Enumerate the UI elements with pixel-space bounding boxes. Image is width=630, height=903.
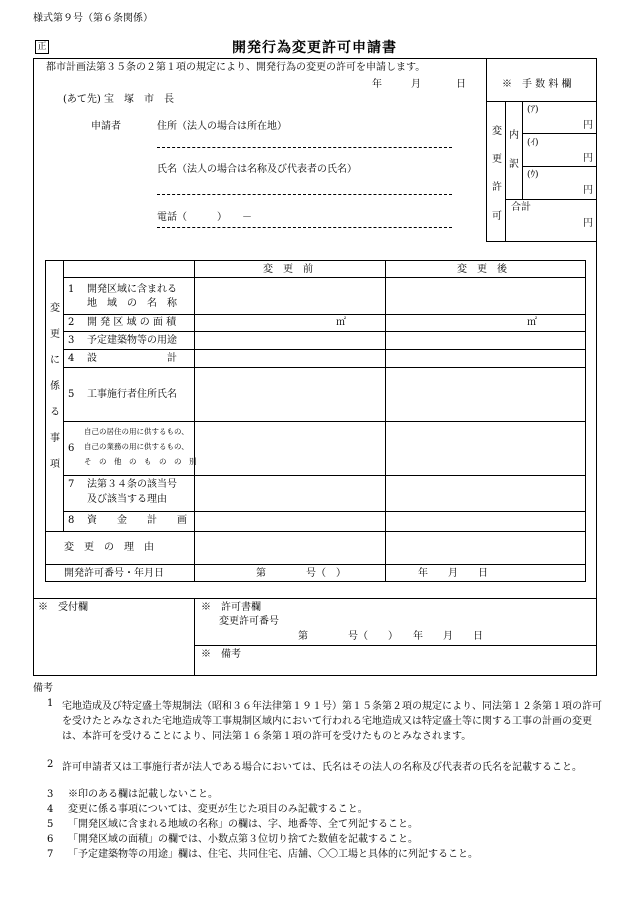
bottom-column-divider — [194, 598, 195, 676]
addressee: (あて先) 宝 塚 市 長 — [63, 94, 174, 105]
note-2-text: 許可申請者又は工事施行者が法人である場合においては、氏名はその法人の名称及び代表者の氏名を記載すること。 — [62, 762, 582, 773]
note-4-no: 4 — [47, 804, 54, 815]
fee-box-bottom — [486, 241, 597, 242]
fee-total-unit: 円 — [583, 218, 593, 229]
bottom-section-divider — [33, 598, 597, 599]
fee-header: ※ 手 数 料 欄 — [502, 79, 572, 90]
col-after-header: 変 更 後 — [457, 264, 507, 275]
date-year: 年 — [372, 79, 382, 90]
name-line[interactable] — [157, 194, 452, 195]
change-side-7: 項 — [50, 459, 60, 470]
row-divider — [63, 475, 586, 476]
row-divider — [63, 421, 586, 422]
change-side-6: 事 — [50, 433, 60, 444]
remarks-label: ※ 備考 — [201, 649, 241, 660]
change-permit-no-value: 第 号（ ） 年 月 日 — [298, 631, 483, 642]
item-2-unit-after: ㎡ — [527, 317, 537, 328]
item-8-no: 8 — [68, 515, 75, 526]
change-side-5: る — [50, 407, 60, 418]
name-label: 氏名（法人の場合は名称及び代表者の氏名） — [157, 164, 357, 175]
item-7-no: 7 — [68, 479, 75, 490]
fee-row-divider — [522, 166, 596, 167]
permit-date: 年 月 日 — [418, 568, 488, 579]
note-3-no: 3 — [47, 789, 54, 800]
fee-total-label: 合計 — [511, 202, 531, 213]
fee-box-left-border — [486, 58, 487, 241]
form-number: 様式第９号（第６条関係） — [33, 13, 153, 24]
note-5-text: 「開発区域に含まれる地域の名称」の欄は、字、地番等、全て列記すること。 — [68, 819, 418, 830]
fee-row-divider — [505, 199, 596, 200]
notes-heading: 備考 — [33, 683, 53, 694]
item-2-label: 開 発 区 域 の 面 積 — [87, 317, 177, 328]
date-month: 月 — [411, 79, 421, 90]
item-3-no: 3 — [68, 335, 75, 346]
note-2-no: 2 — [47, 759, 54, 770]
item-6-no: 6 — [68, 443, 75, 454]
change-permit-no-label: 変更許可番号 — [219, 616, 279, 627]
note-6-text: 「開発区域の面積」の欄では、小数点第３位切り捨てた数値を記載すること。 — [68, 834, 418, 845]
item-3-label: 予定建築物等の用途 — [87, 335, 177, 346]
phone-label: 電話（ ） － — [157, 212, 252, 223]
remarks-divider — [194, 645, 597, 646]
row-divider — [45, 564, 586, 565]
fee-side-4: 可 — [492, 211, 502, 222]
change-side-3: に — [50, 355, 60, 366]
item-4-no: 4 — [68, 353, 75, 364]
row-divider — [63, 349, 586, 350]
item-1-label-a: 開発区域に含まれる — [87, 284, 177, 295]
note-6-no: 6 — [47, 834, 54, 845]
breakdown-char-2: 訳 — [509, 159, 519, 170]
row-divider — [63, 277, 586, 278]
fee-side-divider — [505, 101, 506, 241]
fee-header-divider — [486, 101, 596, 102]
fee-row-c-unit: 円 — [583, 185, 593, 196]
item-1-no: 1 — [68, 284, 75, 295]
address-line[interactable] — [157, 147, 452, 148]
item-6-label-b: 自己の業務の用に供するもの、 — [84, 442, 189, 451]
note-7-text: 「予定建築物等の用途」欄は、住宅、共同住宅、店舗、〇〇工場と具体的に列記すること。 — [68, 849, 478, 860]
intro-text: 都市計画法第３５条の２第１項の規定により、開発行為の変更の許可を申請します。 — [46, 62, 426, 73]
fee-row-a-label: (ｱ) — [527, 105, 539, 115]
permit-document-label: ※ 許可書欄 — [201, 602, 261, 613]
breakdown-char-1: 内 — [509, 130, 519, 141]
item-7-label-a: 法第３４条の該当号 — [87, 479, 177, 490]
change-side-divider — [63, 260, 64, 531]
original-stamp: 正 — [35, 40, 49, 54]
page-title: 開発行為変更許可申請書 — [232, 40, 397, 56]
note-1-no: 1 — [47, 698, 54, 709]
note-7-no: 7 — [47, 849, 54, 860]
address-label: 住所（法人の場合は所在地） — [157, 121, 287, 132]
note-4-text: 変更に係る事項については、変更が生じた項目のみ記載すること。 — [68, 804, 368, 815]
item-6-label-c: そ の 他 の も の の 別 — [84, 457, 197, 466]
col-before-header: 変 更 前 — [263, 264, 313, 275]
item-4-label: 設 計 — [87, 353, 177, 364]
change-side-2: 更 — [50, 329, 60, 340]
change-side-1: 変 — [50, 303, 60, 314]
change-side-4: 係 — [50, 381, 60, 392]
fee-row-b-unit: 円 — [583, 153, 593, 164]
row-divider — [63, 367, 586, 368]
item-7-label-b: 及び該当する理由 — [87, 494, 167, 505]
fee-breakdown-divider — [522, 101, 523, 199]
note-3-text: ※印のある欄は記載しないこと。 — [68, 789, 218, 800]
note-1-text: 宅地造成及び特定盛土等規制法（昭和３６年法律第１９１号）第１５条第２項の規定により、同法第１２条第１項の許可を受けたとみなされた宅地造成等工事規制区域内において行われる宅地造成又は特定盛土等に関する工事の計画の変更は、本許可を受けることにより、同法第１６条第１項の許可を受けたものとみなされます。 — [62, 701, 602, 742]
item-6-label-a: 自己の居住の用に供するもの、 — [84, 427, 189, 436]
fee-side-1: 変 — [492, 126, 502, 137]
row-divider — [63, 331, 586, 332]
reception-label: ※ 受付欄 — [38, 602, 88, 613]
permit-number-label: 開発許可番号・年月日 — [64, 568, 164, 579]
date-day: 日 — [456, 79, 466, 90]
applicant-label: 申請者 — [91, 121, 121, 132]
permit-number-value: 第 号（ ） — [256, 568, 346, 579]
row-divider — [45, 531, 586, 532]
item-2-unit-before: ㎡ — [336, 317, 346, 328]
row-divider — [63, 511, 586, 512]
fee-side-3: 許 — [492, 182, 502, 193]
fee-row-divider — [522, 133, 596, 134]
phone-line[interactable] — [157, 227, 452, 228]
item-5-no: 5 — [68, 389, 75, 400]
fee-side-2: 更 — [492, 154, 502, 165]
fee-row-a-unit: 円 — [583, 120, 593, 131]
fee-row-b-label: (ｲ) — [527, 138, 539, 148]
change-reason-label: 変 更 の 理 由 — [64, 542, 154, 553]
row-divider — [63, 314, 586, 315]
item-1-label-b: 地 域 の 名 称 — [87, 298, 177, 309]
item-5-label: 工事施行者住所氏名 — [87, 389, 177, 400]
fee-row-c-label: (ｳ) — [527, 170, 539, 180]
item-8-label: 資 金 計 画 — [87, 515, 187, 526]
item-2-no: 2 — [68, 317, 75, 328]
note-5-no: 5 — [47, 819, 54, 830]
